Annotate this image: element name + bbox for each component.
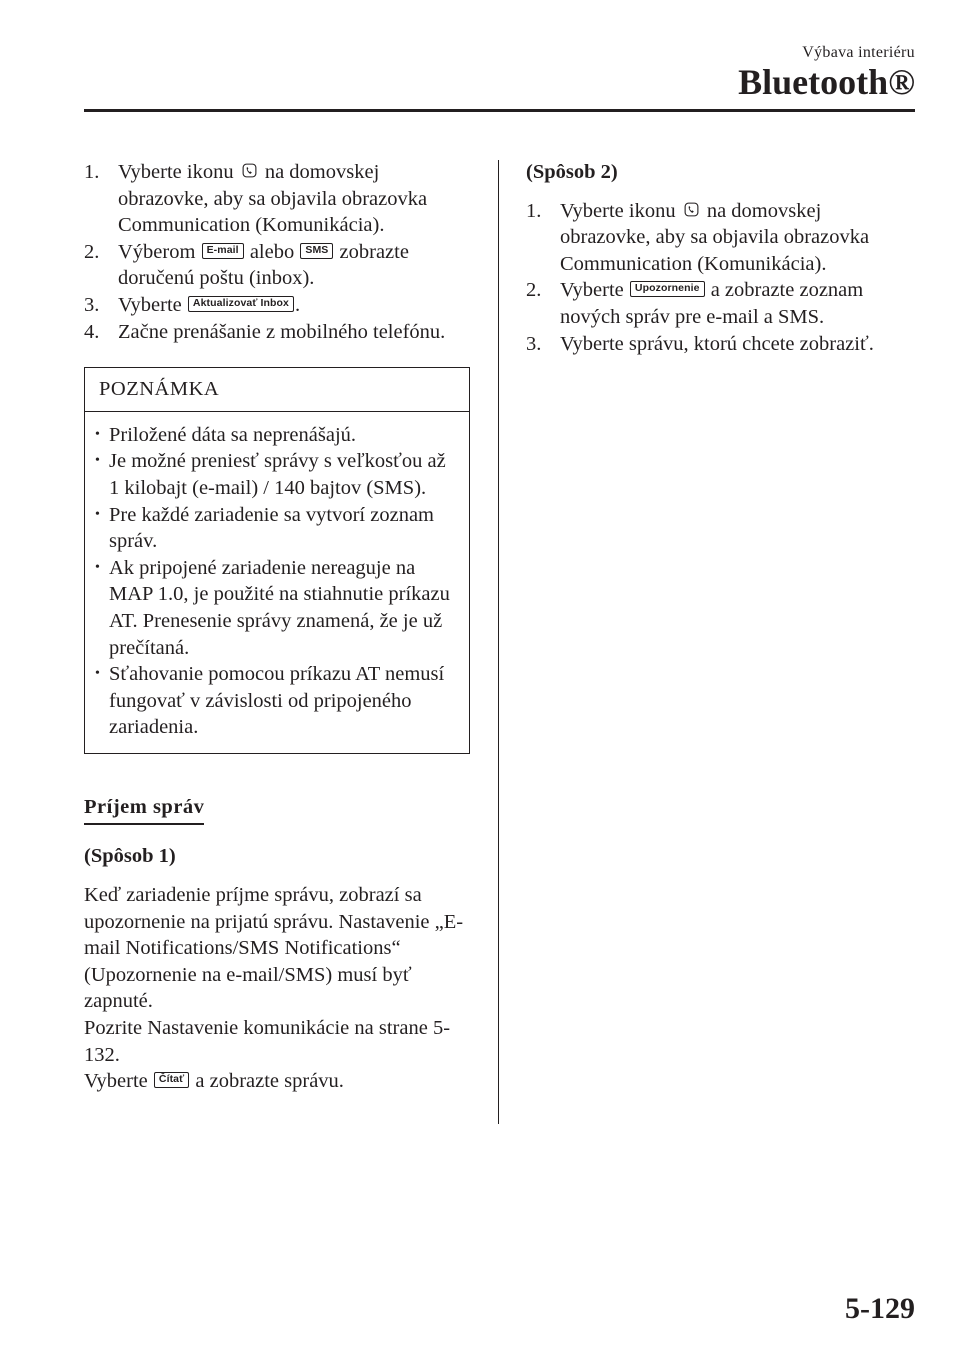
note-bullet-text: Sťahovanie pomocou príkazu AT nemusí fungovať v závislosti od pripojeného zariadenia. — [109, 663, 445, 739]
step-number: 2. — [84, 240, 100, 263]
paragraph — [84, 1068, 474, 1095]
paragraph: Keď zariadenie príjme správu, zobrazí sa upozornenie na prijatú správu. Nastavenie „E-mail Notifications/SMS Notifications“ (Upozornenie na e-mail/SMS) musí byť zapnuté. — [84, 884, 464, 1013]
step-text-part: zobrazte doručenú poštu (inbox). — [118, 240, 409, 290]
step-text — [560, 277, 916, 330]
step-text-part: alebo — [249, 240, 295, 263]
step-item — [526, 198, 916, 278]
paragraph-text-part: a zobrazte správu. — [195, 1070, 344, 1093]
step-text — [118, 292, 474, 319]
step-text-part: Vyberte — [118, 293, 182, 316]
step-text-part: Vyberte ikonu — [560, 199, 676, 222]
section-heading: Príjem správ — [84, 794, 204, 826]
sms-button: SMS — [300, 243, 333, 259]
paragraph-text-part: Vyberte — [84, 1070, 148, 1093]
note-bullet-text: Pre každé zariadenie sa vytvorí zoznam správ. — [109, 503, 434, 553]
step-item — [84, 319, 474, 346]
note-bullet-text: Priložené dáta sa neprenášajú. — [109, 423, 357, 446]
note-heading: POZNÁMKA — [85, 368, 469, 412]
phone-icon — [241, 162, 258, 179]
step-text-part: Vyberte ikonu — [118, 161, 234, 183]
step-text-part: na domovskej obrazovke, aby sa objavila obrazovka Communication (Komunikácia). — [560, 199, 870, 275]
step-text-part: Výberom — [118, 240, 196, 263]
left-column — [84, 159, 474, 1095]
step-text — [560, 198, 916, 278]
step-item — [84, 239, 474, 292]
bullet-dot-icon: • — [95, 426, 100, 442]
notification-button: Upozornenie — [630, 281, 705, 297]
step-text — [118, 239, 474, 292]
email-button: E-mail — [202, 243, 244, 259]
note-bullet — [95, 448, 459, 501]
step-item — [84, 292, 474, 319]
bullet-dot-icon: • — [95, 559, 100, 575]
note-box — [84, 367, 470, 754]
method1-heading: (Spôsob 1) — [84, 845, 176, 868]
right-column — [526, 159, 916, 357]
note-bullet — [95, 502, 459, 555]
step-number: 2. — [526, 279, 542, 302]
step-text: Vyberte správu, ktorú chcete zobraziť. — [560, 332, 874, 355]
header-rule — [84, 109, 915, 112]
page-title: Bluetooth® — [738, 62, 915, 102]
step-number: 4. — [84, 320, 100, 343]
step-text-part: a zobrazte zoznam nových správ pre e-mail a SMS. — [560, 279, 864, 328]
step-text — [118, 159, 474, 239]
column-divider — [498, 160, 499, 1124]
step-number: 1. — [84, 161, 100, 183]
note-bullet-text: Je možné preniesť správy s veľkosťou až 1 kilobajt (e-mail) / 140 bajtov (SMS). — [109, 450, 446, 499]
step-number: 3. — [84, 293, 100, 316]
note-bullet — [95, 555, 459, 661]
section-label: Výbava interiéru — [802, 44, 915, 61]
step-number: 1. — [526, 199, 542, 222]
read-button: Čítať — [154, 1072, 189, 1088]
note-body — [85, 412, 469, 753]
note-bullet — [95, 422, 459, 449]
step-text-part: . — [295, 293, 301, 316]
step-item — [526, 331, 916, 358]
bullet-dot-icon: • — [95, 453, 100, 469]
page-number: 5-129 — [845, 1292, 915, 1325]
note-bullet — [95, 661, 459, 741]
phone-icon — [683, 201, 700, 218]
step-text-part: Vyberte — [560, 279, 624, 302]
bullet-dot-icon: • — [95, 506, 100, 522]
method2-heading: (Spôsob 2) — [526, 161, 618, 183]
note-bullet-text: Ak pripojené zariadenie nereaguje na MAP 1.0, je použité na stiahnutie príkazu AT. Prenesenie správy znamená, že je už prečítaná. — [109, 556, 450, 659]
step-number: 3. — [526, 332, 542, 355]
step-text: Začne prenášanie z mobilného telefónu. — [118, 320, 446, 343]
paragraph: Pozrite Nastavenie komunikácie na strane 5-132. — [84, 1017, 451, 1066]
step-text-part: na domovskej obrazovke, aby sa objavila obrazovka Communication (Komunikácia). — [118, 161, 428, 237]
step-item — [84, 159, 474, 239]
step-item — [526, 277, 916, 330]
update-inbox-button: Aktualizovať Inbox — [188, 296, 294, 312]
bullet-dot-icon: • — [95, 666, 100, 682]
